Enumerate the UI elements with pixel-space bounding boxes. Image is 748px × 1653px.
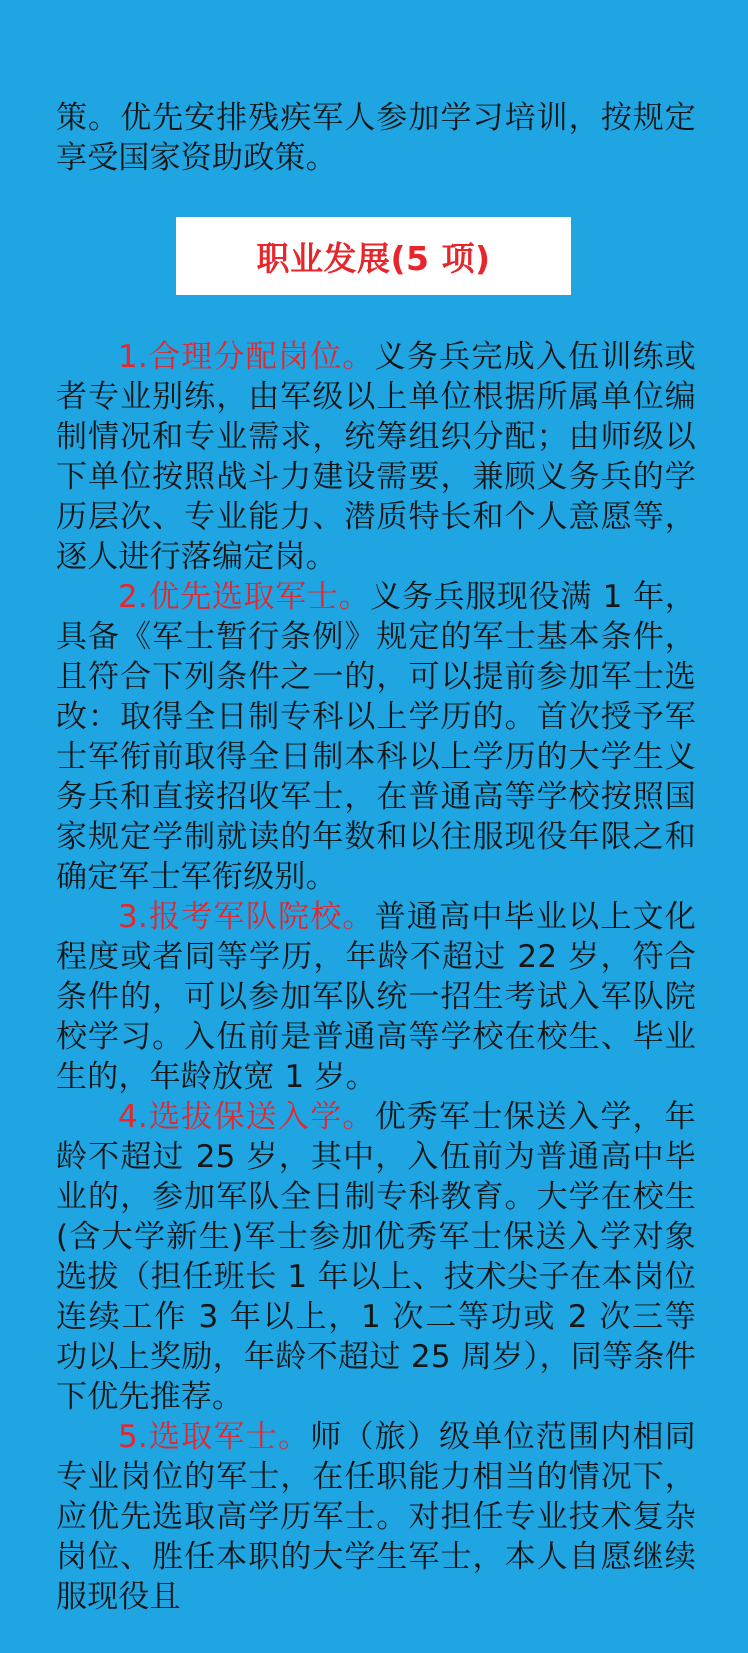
item-body: 义务兵服现役满 1 年，具备《军士暂行条例》规定的军士基本条件，且符合下列条件之一的，可以提前参加军士选改：取得全日制专科以上学历的。首次授予军士军衔前取得全日制本科以上学历的大学生义务兵和直接招收军士，在普通高等学校按照国家规定学制就读的年数和以往服现役年限之和确定军士军衔级别。 [56,579,696,895]
items-list [56,337,696,1617]
intro-paragraph: 策。优先安排残疾军人参加学习培训，按规定享受国家资助政策。 [56,100,696,176]
section-title: 职业发展(5 项) [256,238,491,278]
section-title-box [176,217,571,295]
item-body: 普通高中毕业以上文化程度或者同等学历，年龄不超过 22 岁，符合条件的，可以参加军队统一招生考试入军队院校学习。入伍前是普通高等学校在校生、毕业生的，年龄放宽 1 岁。 [56,899,696,1095]
item-body: 义务兵完成入伍训练或者专业别练，由军级以上单位根据所属单位编制情况和专业需求，统筹组织分配；由师级以下单位按照战斗力建设需要，兼顾义务兵的学历层次、专业能力、潜质特长和个人意愿等，逐人进行落编定岗。 [56,339,696,575]
item-heading: 3.报考军队院校。 [118,899,375,935]
item-heading: 4.选拔保送入学。 [118,1099,375,1135]
item-heading: 1.合理分配岗位。 [118,339,375,375]
list-item [56,897,696,1097]
item-heading: 5.选取军士。 [118,1419,311,1455]
item-body: 师（旅）级单位范围内相同专业岗位的军士，在任职能力相当的情况下，应优先选取高学历军士。对担任专业技术复杂岗位、胜任本职的大学生军士，本人自愿继续服现役且 [56,1419,696,1615]
list-item [56,1097,696,1417]
list-item [56,577,696,897]
item-heading: 2.优先选取军士。 [118,579,371,615]
list-item [56,337,696,577]
list-item [56,1417,696,1617]
item-body: 优秀军士保送入学，年龄不超过 25 岁，其中，入伍前为普通高中毕业的，参加军队全日制专科教育。大学在校生(含大学新生)军士参加优秀军士保送入学对象选拔（担任班长 1 年以上、技术尖子在本岗位连续工作 3 年以上，1 次二等功或 2 次三等功以上奖励，年龄不超过 25 周岁），同等条件下优先推荐。 [56,1099,696,1415]
